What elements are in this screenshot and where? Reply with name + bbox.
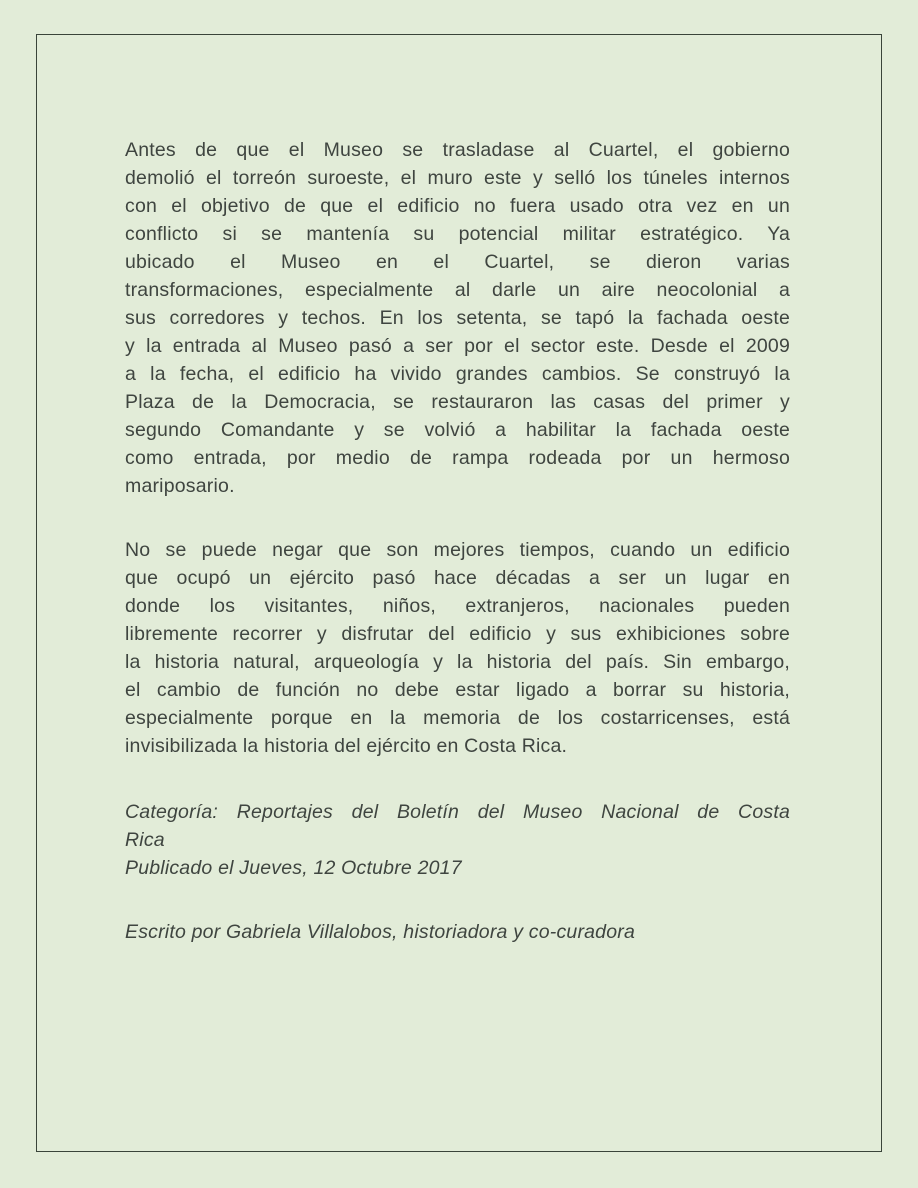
published-line: Publicado el Jueves, 12 Octubre 2017 — [125, 857, 462, 879]
text-line: la historia natural, arqueología y la historia del país. Sin embargo, — [125, 651, 790, 673]
text-line: como entrada, por medio de rampa rodeada por un hermoso — [125, 447, 790, 469]
paragraph-building-history — [125, 136, 790, 500]
text-line: con el objetivo de que el edificio no fuera usado otra vez en un — [125, 195, 790, 217]
text-line: libremente recorrer y disfrutar del edificio y sus exhibiciones sobre — [125, 623, 790, 645]
text-line: segundo Comandante y se volvió a habilitar la fachada oeste — [125, 419, 790, 441]
text-line: que ocupó un ejército pasó hace décadas a ser un lugar en — [125, 567, 790, 589]
text-line: transformaciones, especialmente al darle un aire neocolonial a — [125, 279, 790, 301]
text-line: ubicado el Museo en el Cuartel, se dieron varias — [125, 251, 790, 273]
text-line: especialmente porque en la memoria de los costarricenses, está — [125, 707, 790, 729]
text-line: donde los visitantes, niños, extranjeros, nacionales pueden — [125, 595, 790, 617]
text-line: Antes de que el Museo se trasladase al Cuartel, el gobierno — [125, 139, 790, 161]
text-line: demolió el torreón suroeste, el muro este y selló los túneles internos — [125, 167, 790, 189]
text-line: No se puede negar que son mejores tiempos, cuando un edificio — [125, 539, 790, 561]
text-line: mariposario. — [125, 475, 235, 497]
text-line: el cambio de función no debe estar ligado a borrar su historia, — [125, 679, 790, 701]
category-line: Categoría: Reportajes del Boletín del Museo Nacional de Costa — [125, 801, 790, 823]
author-line: Escrito por Gabriela Villalobos, historiadora y co-curadora — [125, 921, 636, 943]
article-text — [125, 136, 790, 946]
category-line: Rica — [125, 829, 165, 851]
category-block — [125, 798, 790, 882]
paragraph-reflection — [125, 536, 790, 760]
text-line: Plaza de la Democracia, se restauraron las casas del primer y — [125, 391, 790, 413]
text-line: y la entrada al Museo pasó a ser por el sector este. Desde el 2009 — [125, 335, 790, 357]
text-line: a la fecha, el edificio ha vivido grandes cambios. Se construyó la — [125, 363, 790, 385]
text-line: conflicto si se mantenía su potencial militar estratégico. Ya — [125, 223, 790, 245]
text-line: sus corredores y techos. En los setenta, se tapó la fachada oeste — [125, 307, 790, 329]
text-line: invisibilizada la historia del ejército en Costa Rica. — [125, 735, 568, 757]
author-block — [125, 918, 790, 946]
